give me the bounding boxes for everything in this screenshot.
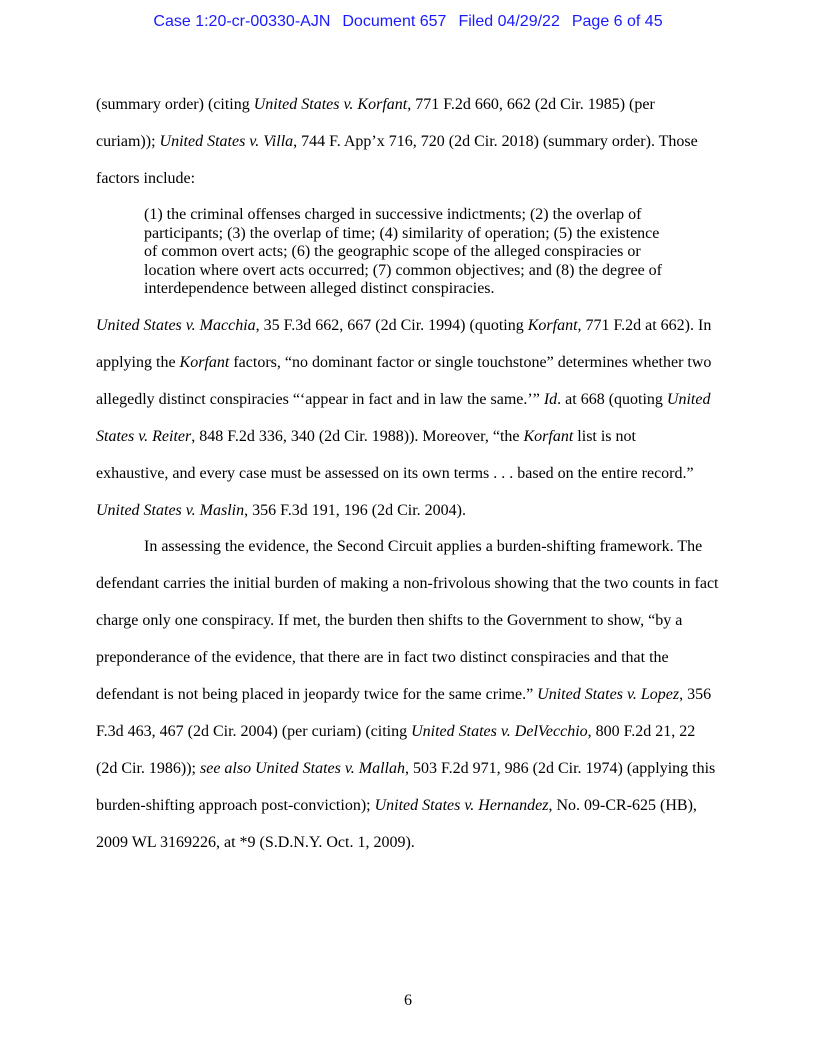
text-line: curiam)); United States v. Villa, 744 F. App’x 716, 720 (2d Cir. 2018) (summary order). Those bbox=[96, 133, 698, 150]
text-line: burden-shifting approach post-conviction); United States v. Hernandez, No. 09-CR-625 (HB), bbox=[96, 797, 697, 814]
text-line: F.3d 463, 467 (2d Cir. 2004) (per curiam) (citing United States v. DelVecchio, 800 F.2d 21, 22 bbox=[96, 723, 696, 740]
text-line: States v. Reiter, 848 F.2d 336, 340 (2d Cir. 1988)). Moreover, “the Korfant list is not bbox=[96, 428, 636, 445]
case-header bbox=[0, 13, 816, 31]
text-line: factors include: bbox=[96, 170, 196, 187]
blockquote-line: interdependence between alleged distinct conspiracies. bbox=[144, 280, 495, 297]
text-line: United States v. Macchia, 35 F.3d 662, 667 (2d Cir. 1994) (quoting Korfant, 771 F.2d at 662). In bbox=[96, 317, 712, 334]
text-line: preponderance of the evidence, that there are in fact two distinct conspiracies and that the bbox=[96, 649, 669, 666]
text-line: In assessing the evidence, the Second Circuit applies a burden-shifting framework. The bbox=[144, 538, 703, 555]
text-line: applying the Korfant factors, “no dominant factor or single touchstone” determines whether two bbox=[96, 354, 712, 371]
text-line: defendant carries the initial burden of making a non-frivolous showing that the two counts in fact bbox=[96, 575, 719, 592]
text-line: United States v. Maslin, 356 F.3d 191, 196 (2d Cir. 2004). bbox=[96, 502, 466, 519]
document-number: Document 657 bbox=[342, 13, 447, 30]
blockquote-line: of common overt acts; (6) the geographic scope of the alleged conspiracies or bbox=[144, 243, 641, 260]
blockquote-line: participants; (3) the overlap of time; (4) similarity of operation; (5) the existence bbox=[144, 224, 660, 242]
text-line: exhaustive, and every case must be assessed on its own terms . . . based on the entire record.” bbox=[96, 465, 694, 482]
blockquote-line: location where overt acts occurred; (7) common objectives; and (8) the degree of bbox=[144, 261, 663, 279]
blockquote-line: (1) the criminal offenses charged in successive indictments; (2) the overlap of bbox=[144, 206, 642, 223]
case-number: Case 1:20-cr-00330-AJN bbox=[153, 13, 331, 30]
text-line: (2d Cir. 1986)); see also United States v. Mallah, 503 F.2d 971, 986 (2d Cir. 1974) (applying this bbox=[96, 760, 716, 777]
text-line: 2009 WL 3169226, at *9 (S.D.N.Y. Oct. 1, 2009). bbox=[96, 834, 415, 851]
text-line: allegedly distinct conspiracies “‘appear in fact and in law the same.’” Id. at 668 (quoting United bbox=[96, 391, 711, 408]
page-number: 6 bbox=[404, 992, 412, 1009]
text-line: charge only one conspiracy. If met, the burden then shifts to the Government to show, “by a bbox=[96, 612, 683, 629]
text-line: (summary order) (citing United States v. Korfant, 771 F.2d 660, 662 (2d Cir. 1985) (per bbox=[96, 96, 655, 113]
text-line: defendant is not being placed in jeopardy twice for the same crime.” United States v. Lopez, 356 bbox=[96, 686, 712, 703]
filed-date: Filed 04/29/22 bbox=[458, 13, 560, 30]
page-count: Page 6 of 45 bbox=[571, 13, 663, 30]
